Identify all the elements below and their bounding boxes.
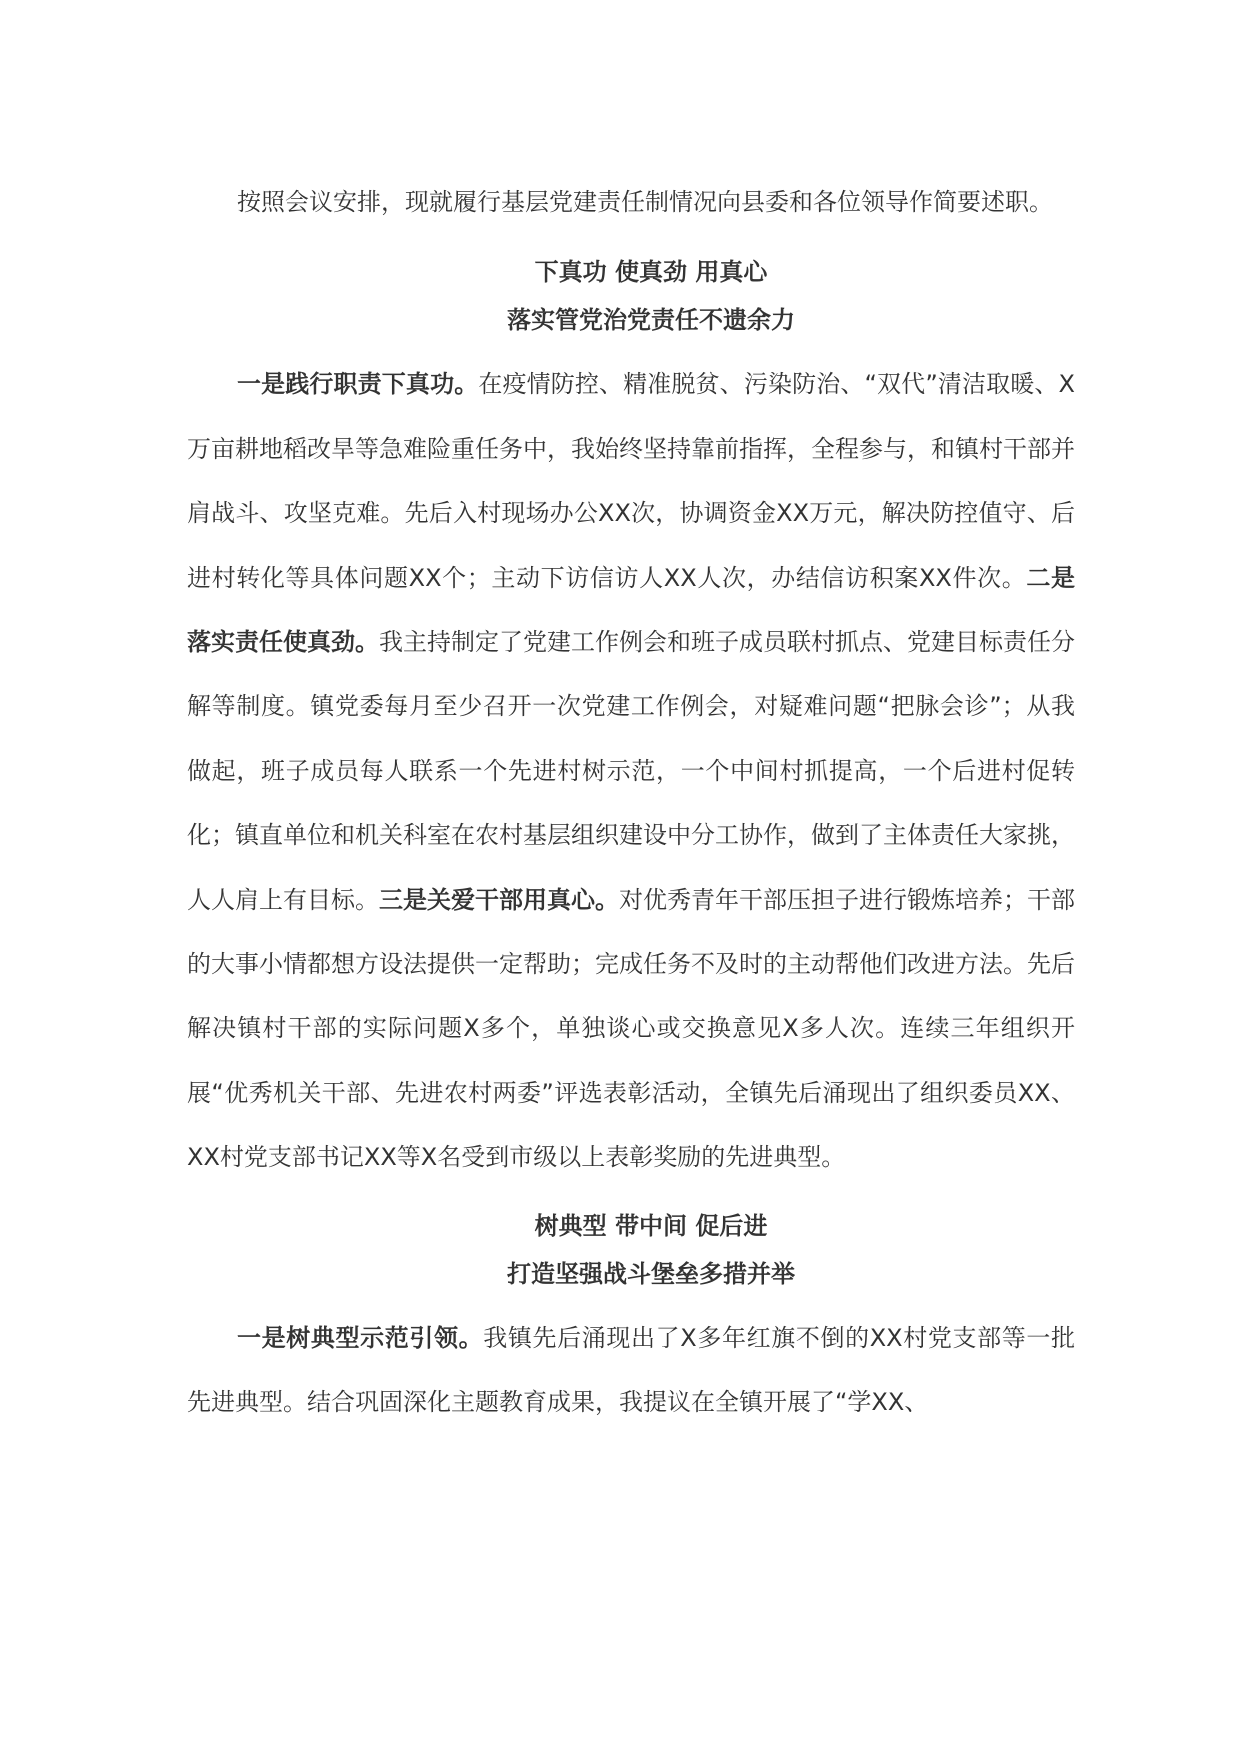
section-2-heading-line-2: 打造坚强战斗堡垒多措并举	[507, 1259, 795, 1288]
document-body	[187, 170, 1075, 1435]
point-3-text: 对优秀青年干部压担子进行锻炼培养；干部的大事小情都想方设法提供一定帮助；完成任务不及时的主动帮他们改进方法。先后解决镇村干部的实际问题X多个，单独谈心或交换意见X多人次。连续三年组织开展“优秀机关干部、先进农村两委”评选表彰活动，全镇先后涌现出了组织委员XX、XX村党支部书记XX等X名受到市级以上表彰奖励的先进典型。	[187, 885, 1075, 1172]
section-1-heading-line-1: 下真功 使真劲 用真心	[534, 258, 768, 287]
point-3-lead: 三是关爱干部用真心。	[379, 885, 619, 914]
section-1-heading	[187, 248, 1075, 344]
section-1-paragraph	[187, 352, 1075, 1189]
section-2-point-1-lead: 一是树典型示范引领。	[237, 1323, 484, 1352]
point-2-lead: 二是落实责任使真劲。	[187, 563, 1076, 657]
section-2-heading	[187, 1202, 1075, 1298]
point-1-text: 在疫情防控、精准脱贫、污染防治、“双代”清洁取暖、X万亩耕地稻改旱等急难险重任务中，我始终坚持靠前指挥，全程参与，和镇村干部并肩战斗、攻坚克难。先后入村现场办公XX次，协调资金XX万元，解决防控值守、后进村转化等具体问题XX个；主动下访信访人XX人次，办结信访积案XX件次。	[187, 370, 1075, 592]
section-2-heading-line-1: 树典型 带中间 促后进	[534, 1211, 768, 1240]
section-1-heading-line-2: 落实管党治党责任不遗余力	[507, 306, 795, 335]
point-1-lead: 一是践行职责下真功。	[237, 370, 479, 399]
point-2-text: 我主持制定了党建工作例会和班子成员联村抓点、党建目标责任分解等制度。镇党委每月至少召开一次党建工作例会，对疑难问题“把脉会诊”；从我做起，班子成员每人联系一个先进村树示范，一个中间村抓提高，一个后进村促转化；镇直单位和机关科室在农村基层组织建设中分工协作，做到了主体责任大家挑，人人肩上有目标。	[187, 628, 1075, 914]
section-2-point-1-text: 我镇先后涌现出了X多年红旗不倒的XX村党支部等一批先进典型。结合巩固深化主题教育成果，我提议在全镇开展了“学XX、	[187, 1323, 1075, 1417]
section-2-paragraph	[187, 1306, 1075, 1435]
intro-paragraph: 按照会议安排，现就履行基层党建责任制情况向县委和各位领导作简要述职。	[237, 188, 1053, 216]
